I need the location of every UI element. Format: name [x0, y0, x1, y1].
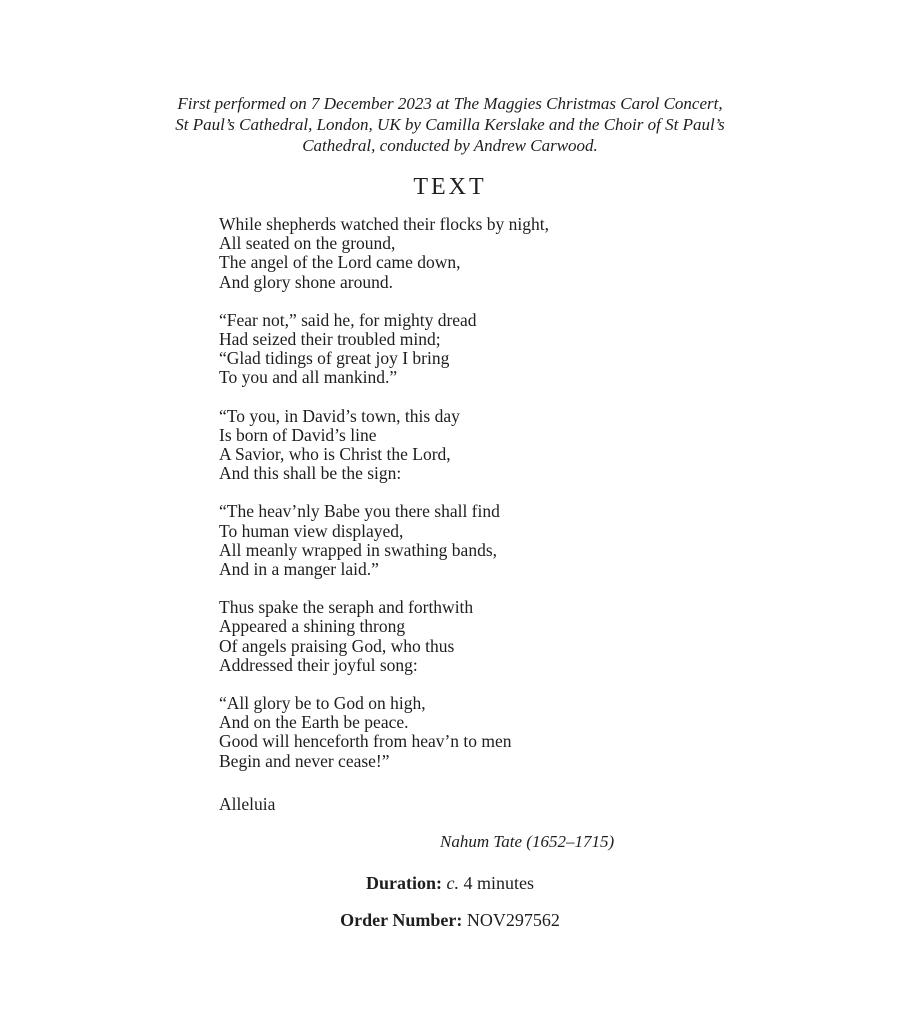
- verse-line: A Savior, who is Christ the Lord,: [219, 444, 451, 465]
- verse-line: Addressed their joyful song:: [219, 654, 418, 675]
- order-number-line: [0, 909, 900, 931]
- verse-line: And this shall be the sign:: [219, 463, 402, 484]
- verse-line: All meanly wrapped in swathing bands,: [219, 539, 498, 560]
- verse-line: To human view displayed,: [219, 520, 404, 541]
- verse-line: Is born of David’s line: [219, 424, 377, 445]
- stanza-5: [219, 598, 719, 675]
- verse-line: All seated on the ground,: [219, 233, 396, 254]
- verse-line: “To you, in David’s town, this day: [219, 405, 460, 426]
- premiere-line: Cathedral, conducted by Andrew Carwood.: [302, 136, 598, 155]
- duration-value: 4 minutes: [463, 873, 534, 893]
- verse-line: Appeared a shining throng: [219, 616, 406, 637]
- verse-line: “All glory be to God on high,: [219, 693, 426, 714]
- verse-line: Of angels praising God, who thus: [219, 635, 455, 656]
- verse-line: While shepherds watched their flocks by night,: [219, 214, 549, 234]
- stanza-4: [219, 502, 719, 579]
- verse-line: Begin and never cease!”: [219, 750, 390, 771]
- verse-line: Had seized their troubled mind;: [219, 329, 441, 350]
- duration-prefix: c.: [446, 873, 459, 893]
- duration-label: Duration:: [366, 873, 442, 893]
- author-attribution: Nahum Tate (1652–1715): [440, 832, 615, 851]
- premiere-note: [60, 93, 840, 156]
- verse-line: “Fear not,” said he, for mighty dread: [219, 309, 477, 330]
- stanza-1: [219, 215, 719, 292]
- order-number-label: Order Number:: [340, 910, 463, 930]
- stanza-3: [219, 407, 719, 484]
- stanza-6: [219, 694, 719, 771]
- poem-text: [219, 215, 719, 790]
- stanza-2: [219, 311, 719, 388]
- verse-line: The angel of the Lord came down,: [219, 252, 461, 273]
- verse-line: Thus spake the seraph and forthwith: [219, 597, 474, 618]
- alleluia-line: Alleluia: [219, 794, 276, 814]
- verse-line: And in a manger laid.”: [219, 559, 379, 580]
- premiere-line: First performed on 7 December 2023 at The Maggies Christmas Carol Concert,: [177, 94, 723, 113]
- duration-line: [0, 872, 900, 894]
- verse-line: “Glad tidings of great joy I bring: [219, 348, 450, 369]
- premiere-line: St Paul’s Cathedral, London, UK by Camilla Kerslake and the Choir of St Paul’s: [175, 115, 725, 134]
- order-number-value: NOV297562: [466, 910, 560, 930]
- verse-line: And glory shone around.: [219, 271, 394, 292]
- verse-line: “The heav’nly Babe you there shall find: [219, 501, 500, 522]
- verse-line: To you and all mankind.”: [219, 367, 398, 388]
- verse-line: Good will henceforth from heav’n to men: [219, 731, 512, 752]
- verse-line: And on the Earth be peace.: [219, 712, 409, 733]
- section-heading: TEXT: [413, 174, 487, 200]
